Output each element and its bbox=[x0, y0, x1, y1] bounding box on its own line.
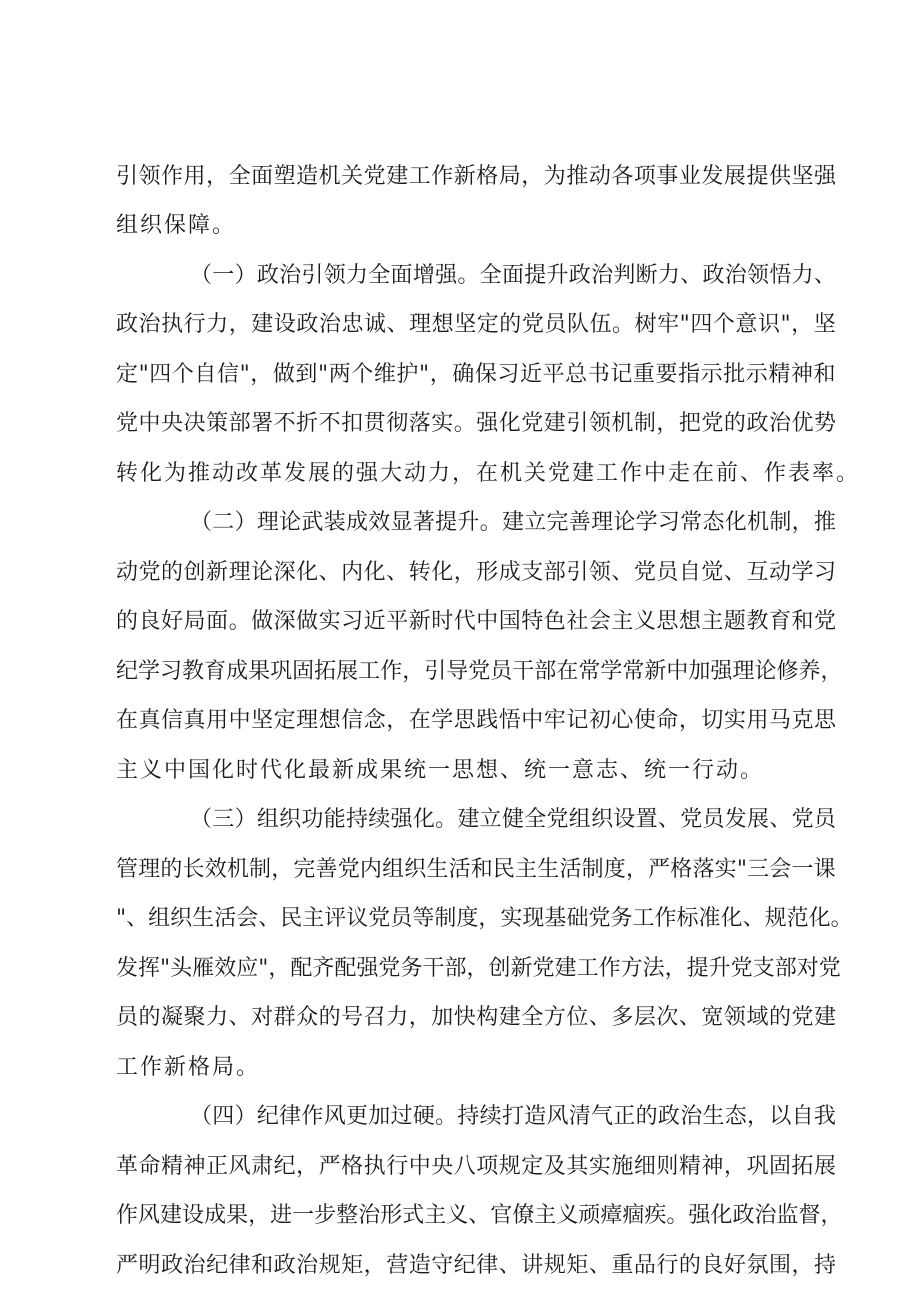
text-line: 员 的 凝 聚 力 、 对 群 众 的 号 召 力 ， 加 快 构 建 全 方 位 、 多 层 次 、 宽 领 域 的 党 建 bbox=[116, 1005, 836, 1030]
text-line: 在 真 信 真 用 中 坚 定 理 想 信 念 ， 在 学 思 践 悟 中 牢 记 初 心 使 命 ， 切 实 用 马 克 思 bbox=[116, 708, 836, 733]
text-line: " 、 组 织 生 活 会 、 民 主 评 议 党 员 等 制 度 ， 实 现 基 础 党 务 工 作 标 准 化 、 规 范 化 。 bbox=[116, 906, 853, 931]
text-line: 的 良 好 局 面 。 做 深 做 实 习 近 平 新 时 代 中 国 特 色 社 会 主 义 思 想 主 题 教 育 和 党 bbox=[116, 609, 836, 634]
text-line: 革 命 精 神 正 风 肃 纪 ， 严 格 执 行 中 央 八 项 规 定 及 其 实 施 细 则 精 神 ， 巩 固 拓 展 bbox=[116, 1154, 836, 1179]
text-line: 引 领 作 用 ， 全 面 塑 造 机 关 党 建 工 作 新 格 局 ， 为 推 动 各 项 事 业 发 展 提 供 坚 强 bbox=[116, 164, 836, 189]
text-line: 党 中 央 决 策 部 署 不 折 不 扣 贯 彻 落 实 。 强 化 党 建 引 领 机 制 ， 把 党 的 政 治 优 势 bbox=[116, 411, 836, 436]
text-line: 管 理 的 长 效 机 制 ， 完 善 党 内 组 织 生 活 和 民 主 生 活 制 度 ， 严 格 落 实 " 三 会 一 课 bbox=[116, 857, 836, 882]
paragraph-first-line: （ 三 ） 组 织 功 能 持 续 强 化 。 建 立 健 全 党 组 织 设 置 、 党 员 发 展 、 党 员 bbox=[190, 807, 836, 832]
text-line: 作 风 建 设 成 果 ， 进 一 步 整 治 形 式 主 义 、 官 僚 主 义 顽 瘴 痼 疾 。 强 化 政 治 监 督 ， bbox=[116, 1203, 843, 1228]
text-line: 主义中国化时代化最新成果统一思想、统一意志、统一行动。 bbox=[116, 758, 765, 783]
text-line: 政 治 执 行 力 ， 建 设 政 治 忠 诚 、 理 想 坚 定 的 党 员 队 伍 。 树 牢 " 四 个 意 识 " ， 坚 bbox=[116, 312, 836, 337]
text-line: 组织保障。 bbox=[116, 213, 237, 238]
text-line: 转化为推动改革发展的强大动力，在机关党建工作中走在前、作表率。 bbox=[116, 461, 861, 486]
text-line: 发 挥 " 头 雁 效 应 " ， 配 齐 配 强 党 务 干 部 ， 创 新 党 建 工 作 方 法 ， 提 升 党 支 部 对 党 bbox=[116, 956, 841, 981]
paragraph-first-line: （ 四 ） 纪 律 作 风 更 加 过 硬 。 持 续 打 造 风 清 气 正 的 政 治 生 态 ， 以 自 我 bbox=[190, 1104, 836, 1129]
text-line: 动 党 的 创 新 理 论 深 化 、 内 化 、 转 化 ， 形 成 支 部 引 领 、 党 员 自 觉 、 互 动 学 习 bbox=[116, 560, 836, 585]
text-line: 严 明 政 治 纪 律 和 政 治 规 矩 ， 营 造 守 纪 律 、 讲 规 矩 、 重 品 行 的 良 好 氛 围 ， 持 bbox=[116, 1253, 836, 1278]
text-line: 纪 学 习 教 育 成 果 巩 固 拓 展 工 作 ， 引 导 党 员 干 部 在 常 学 常 新 中 加 强 理 论 修 养 ， bbox=[116, 659, 843, 684]
paragraph-first-line: （ 二 ） 理 论 武 装 成 效 显 著 提 升 。 建 立 完 善 理 论 学 习 常 态 化 机 制 ， 推 bbox=[190, 510, 836, 535]
text-line: 工作新格局。 bbox=[116, 1055, 261, 1080]
text-line: 定 " 四 个 自 信 " ， 做 到 " 两 个 维 护 " ， 确 保 习 近 平 总 书 记 重 要 指 示 批 示 精 神 和 bbox=[116, 362, 836, 387]
paragraph-first-line: （ 一 ） 政 治 引 领 力 全 面 增 强 。 全 面 提 升 政 治 判 断 力 、 政 治 领 悟 力 、 bbox=[190, 263, 836, 288]
